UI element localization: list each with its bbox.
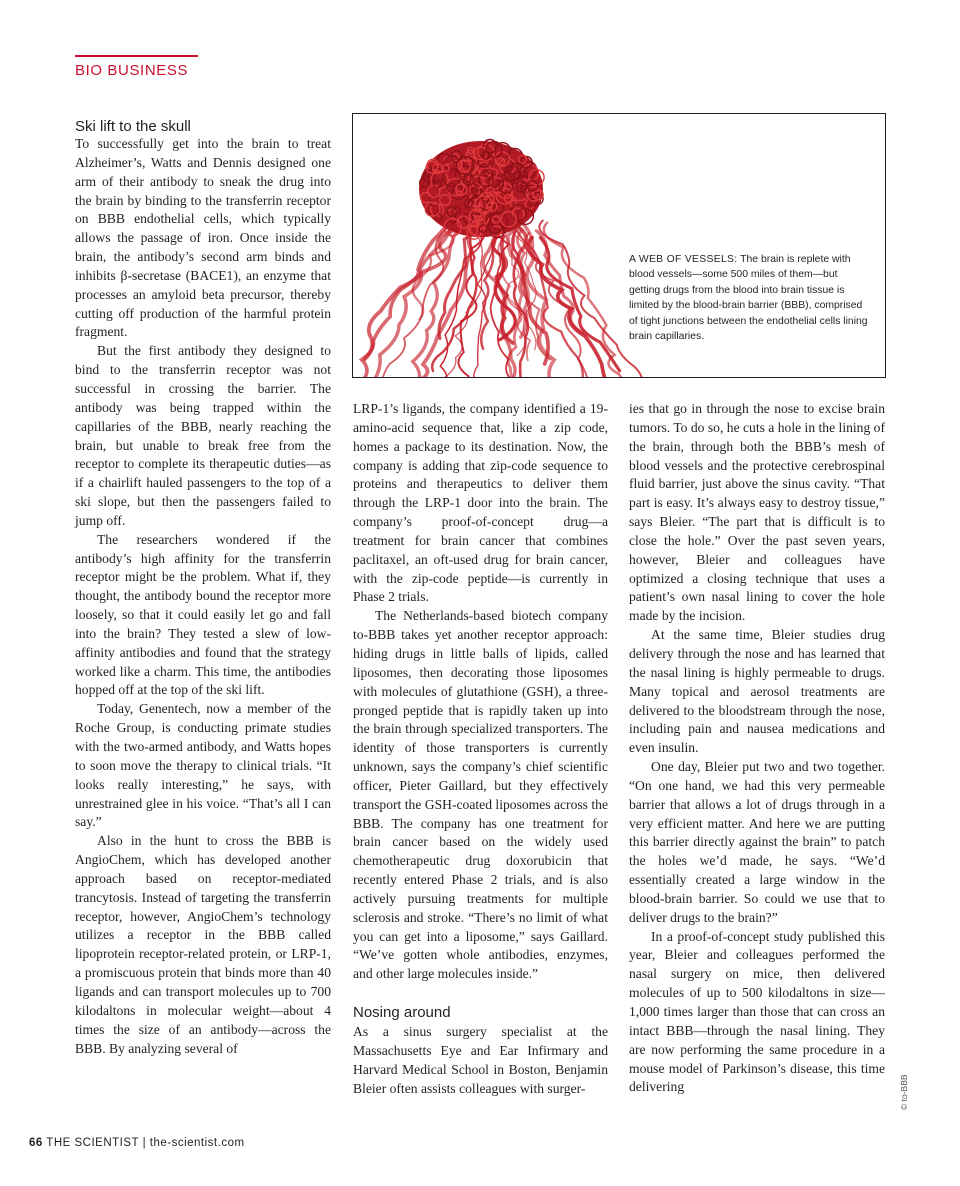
paragraph: LRP-1’s ligands, the company identified a 19-amino-acid sequence that, like a zip code, homes a package to its destination. Now, the company is adding that zip-code sequence to proteins and therapeutics to deliver them through the LRP-1 door into the brain. The company’s proof-of-concept drug—a treatment for brain cancer that combines paclitaxel, an oft-used drug for brain cancer, with the zip-code peptide—is currently in Phase 2 trials. (353, 401, 608, 605)
paragraph: One day, Bleier put two and two together. “On one hand, we had this very permeable barrier that allows a lot of drugs through in a very efficient matter. And here we are putting this barrier directly against the brain” to patch the holes we’d made, he says. “We’d essentially created a large window in the blood-brain barrier. So could we use that to deliver drugs to the brain?” (629, 759, 885, 925)
page-footer (29, 1137, 245, 1149)
publication-name: THE SCIENTIST (46, 1137, 139, 1149)
paragraph: Today, Genentech, now a member of the Roche Group, is conducting primate studies with the two-armed antibody, and Watts hopes to soon move the therapy to clinical trials. “It looks really interesting,” he says, with unrestrained glee in his voice. “That’s all I can say.” (75, 701, 331, 830)
article-column-3 (629, 400, 885, 1097)
paragraph: At the same time, Bleier studies drug delivery through the nose and has learned that the nasal lining is highly permeable to drugs. Many topical and aerosol treatments are delivered to the bloodstream through the nose, including pain and nausea medications and even insulin. (629, 627, 885, 756)
paragraph: But the first antibody they designed to bind to the transferrin receptor was not successful in crossing the barrier. The antibody was being trapped within the capillaries of the BBB, nearly reaching the brain, but unable to break free from the receptor to complete its therapeutic duties—as if a chairlift hauled passengers to the top of a ski slope, but then the passengers failed to jump off. (75, 343, 331, 528)
caption-text: The brain is replete with blood vessels—some 500 miles of them—but getting drugs from the blood into brain tissue is limited by the blood-brain barrier (BBB), comprised of tight junctions between the endothelial cells lining brain capillaries. (629, 254, 868, 343)
section-label: BIO BUSINESS (75, 62, 189, 79)
paragraph: The Netherlands-based biotech company to-BBB takes yet another receptor approach: hiding drugs in little balls of lipids, called liposomes, then decorating those liposomes with molecules of glutathione (GSH), a three-pronged peptide that is rapidly taken up into the brain through specialized transporters. The identity of those transporters is currently unknown, says the company’s chief scientific officer, Pieter Gaillard, but they effectively transport the GSH-coated liposomes across the BBB. The company has one treatment for brain cancer based on the widely used chemotherapeutic drug doxorubicin that recently entered Phase 2 trials, and is also actively pursuing treatments for multiple sclerosis and stroke. “There’s no limit of what you can get into a liposome,” says Gaillard. “We’ve gotten whole antibodies, enzymes, and other large molecules inside.” (353, 608, 608, 982)
section-rule (75, 55, 198, 57)
caption-title: A WEB OF VESSELS: (629, 254, 738, 265)
paragraph: The researchers wondered if the antibody’s high affinity for the transferrin receptor might be the problem. What if, they thought, the antibody bound the receptor more loosely, so that it could easily let go and fall into the brain? They tested a slew of low-affinity antibodies and found that the strategy worked like a charm. This time, the antibodies hopped off at the top of the ski lift. (75, 531, 331, 698)
footer-separator: | (142, 1137, 147, 1149)
article-column-2 (353, 400, 608, 1099)
page-number: 66 (29, 1137, 43, 1149)
article-column-1 (75, 118, 331, 1058)
figure-caption (629, 252, 869, 344)
figure-brain-vessels (352, 113, 886, 378)
website: the-scientist.com (149, 1137, 245, 1149)
paragraph: As a sinus surgery specialist at the Massachusetts Eye and Ear Infirmary and Harvard Medical School in Boston, Benjamin Bleier often assists colleagues with surger- (353, 1024, 608, 1096)
subhead-ski-lift: Ski lift to the skull (75, 118, 191, 135)
photo-credit: © to-BBB (899, 1074, 909, 1110)
paragraph: ies that go in through the nose to excise brain tumors. To do so, he cuts a hole in the lining of the brain, through both the BBB’s mesh of blood vessels and the protective cerebrospinal fluid barrier, just above the sinus cavity. “That part is easy. It’s always easy to destroy tissue,” says Bleier. “The part that is difficult is to close the hole.” Over the past seven years, however, Bleier and colleagues have optimized a closing technique that uses a patient’s own nasal lining to cover the hole made by the incision. (629, 401, 885, 624)
subhead-nosing-around: Nosing around (353, 1004, 451, 1022)
paragraph: Also in the hunt to cross the BBB is AngioChem, which has developed another approach based on receptor-mediated trancytosis. Instead of targeting the transferrin receptor, however, AngioChem’s technology utilizes a receptor in the BBB called lipoprotein receptor-related protein, or LRP-1, a promiscuous protein that binds more than 40 ligands and can transport molecules up to 700 kilodaltons in molecular weight—about 4 times the size of an antibody—across the BBB. By analyzing several of (75, 833, 331, 1056)
paragraph: To successfully get into the brain to treat Alzheimer’s, Watts and Dennis designed one arm of their antibody to sneak the drug into the brain by binding to the transferrin receptor on BBB endothelial cells, which typically allows the passage of iron. Once inside the brain, the antibody’s second arm binds and inhibits β-secretase (BACE1), an enzyme that processes an amyloid beta precursor, thereby cutting off production of the harmful protein fragment. (75, 136, 331, 340)
paragraph: In a proof-of-concept study published this year, Bleier and colleagues performed the nasal surgery on mice, then delivered molecules of up to 500 kilodaltons in size—1,000 times larger than those that can cross an intact BBB—through the nasal lining. They are now performing the same procedure in a mouse model of Parkinson’s disease, this time delivering (629, 928, 885, 1095)
